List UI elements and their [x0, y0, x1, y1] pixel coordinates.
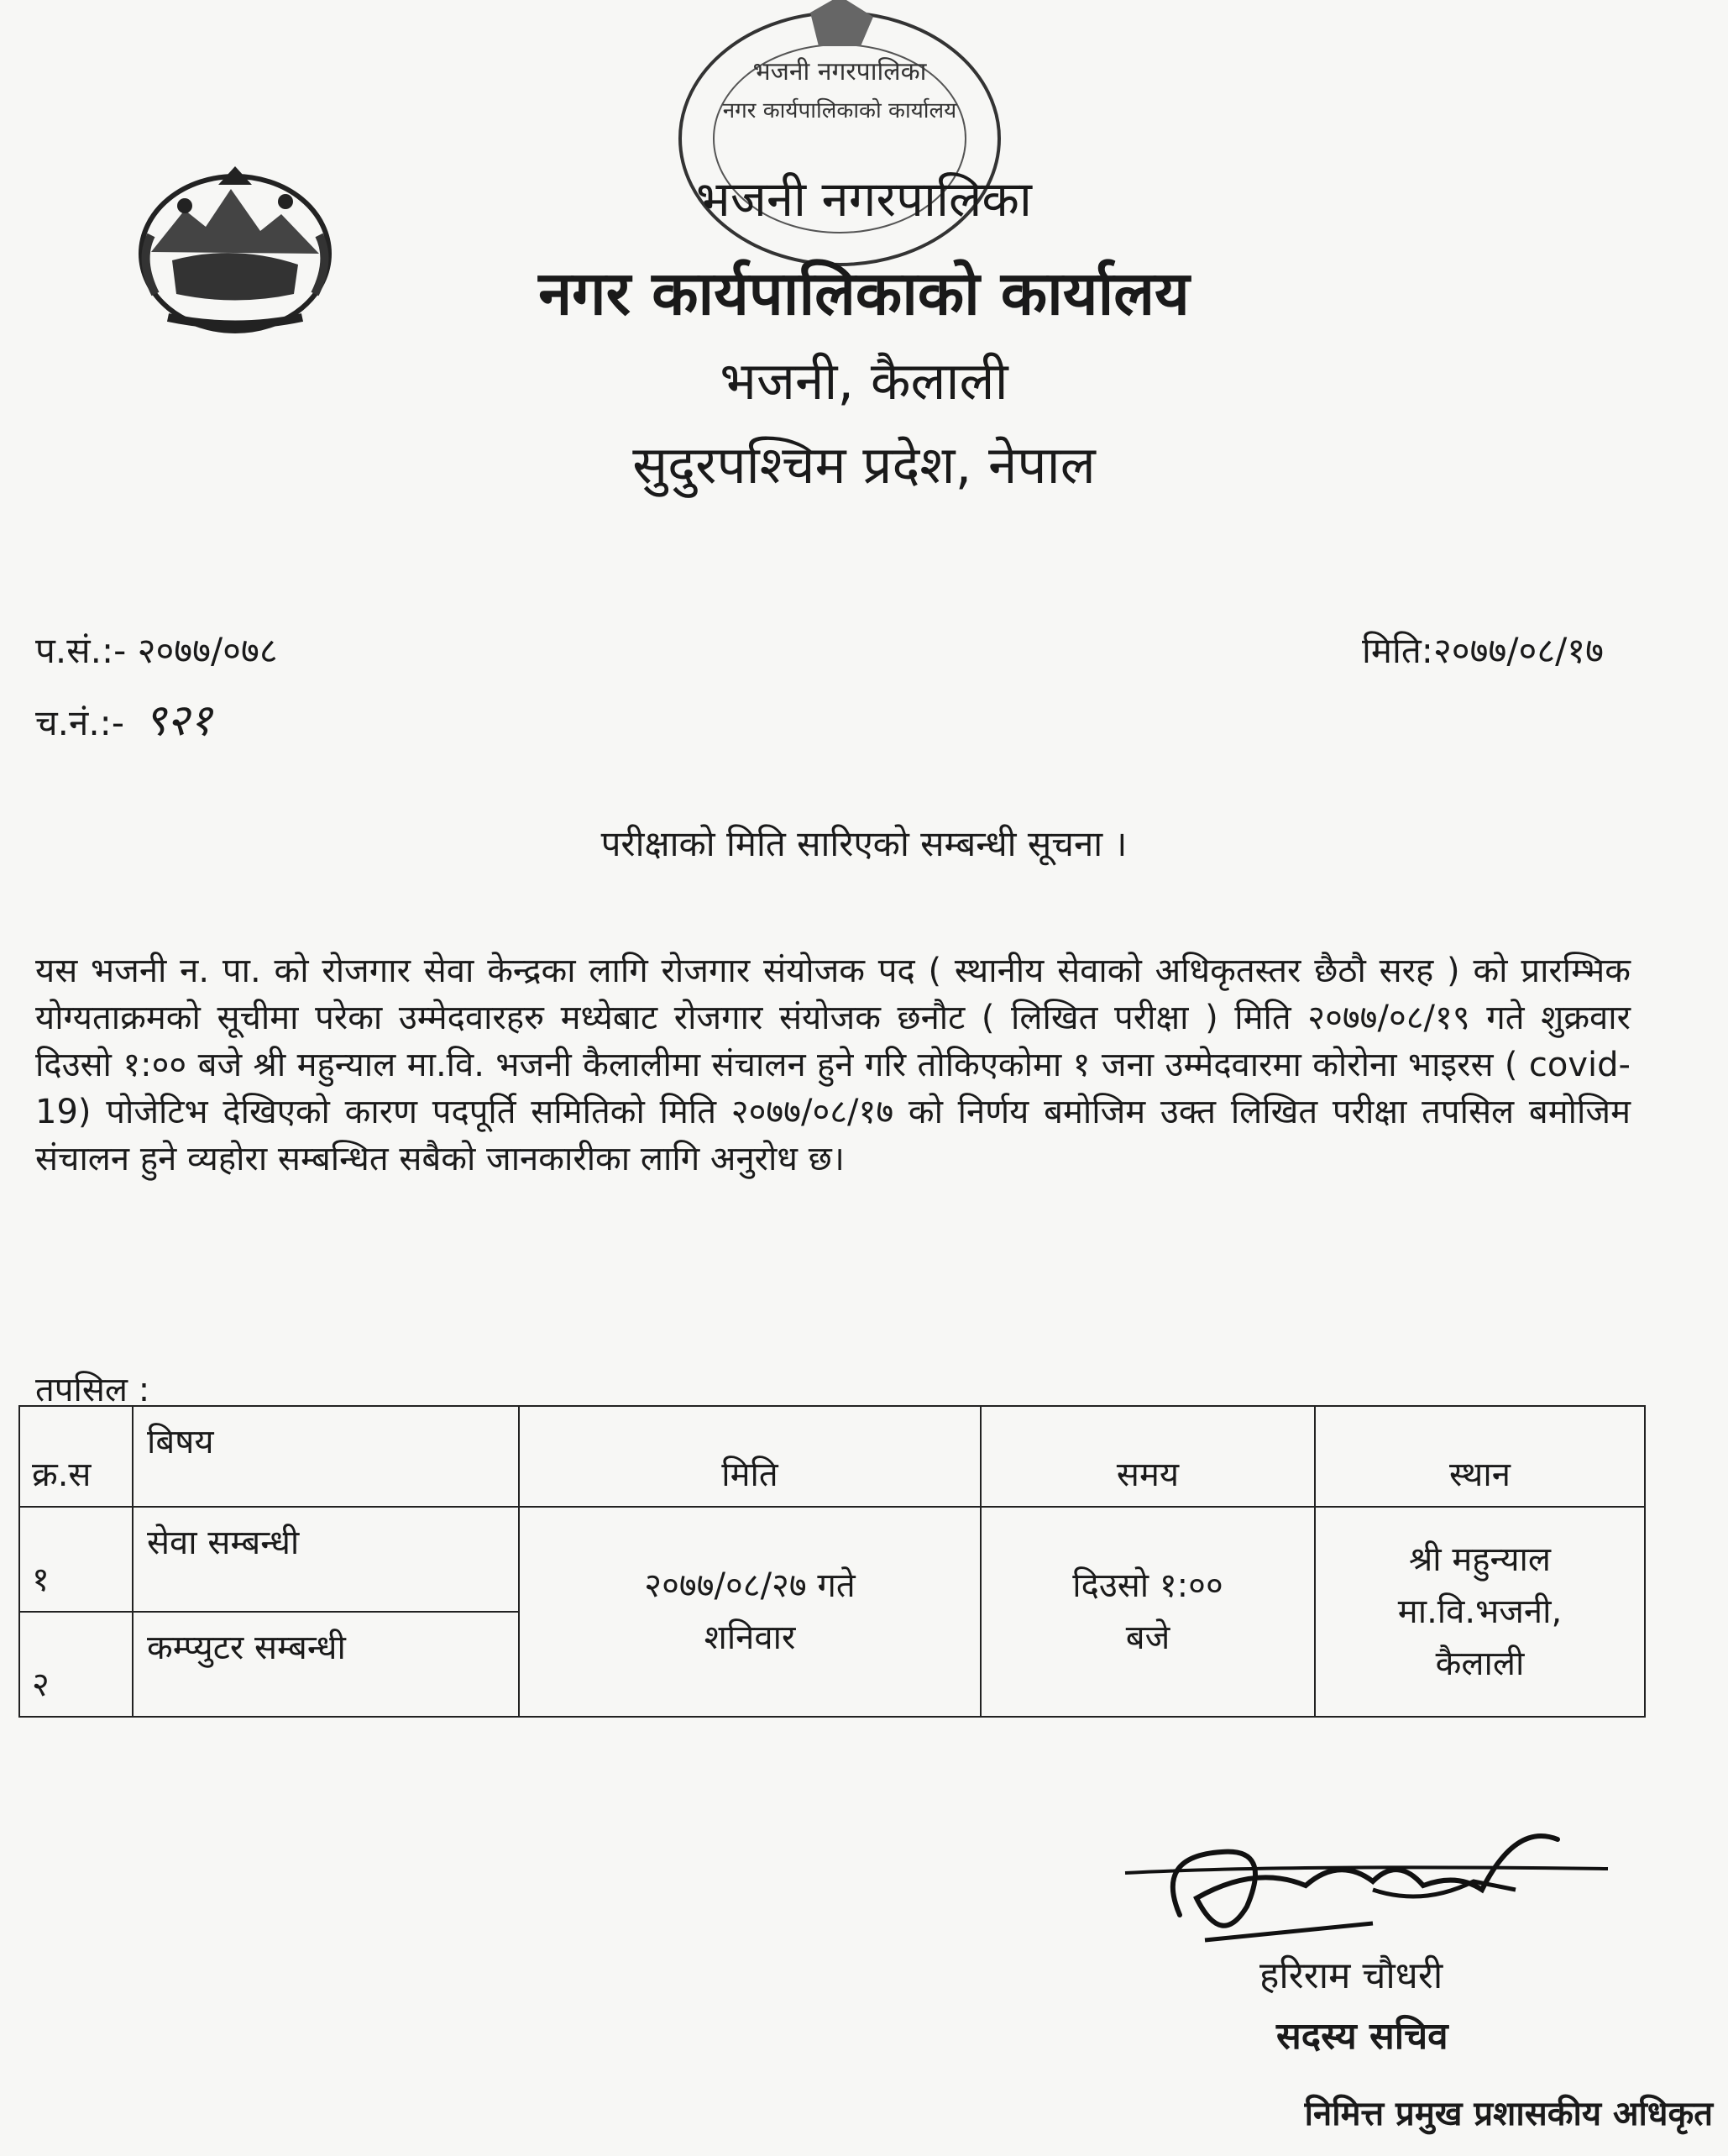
- exam-date-cell: [519, 1507, 981, 1717]
- exam-place-1: श्री महुन्याल: [1408, 1540, 1552, 1579]
- signatory-office: निमित्त प्रमुख प्रशासकीय अधिकृत: [1304, 2095, 1713, 2133]
- patra-sankhya: [35, 626, 278, 674]
- stamp-text-1: भजनी नगरपालिका: [752, 57, 927, 87]
- office-province: सुदुरपश्चिम प्रदेश, नेपाल: [632, 434, 1096, 496]
- exam-time-suffix: बजे: [1125, 1618, 1170, 1657]
- municipality-name: भजनी नगरपालिका: [696, 170, 1032, 228]
- office-location: भजनी, कैलाली: [720, 350, 1008, 412]
- signatory-title: सदस्य सचिव: [1276, 2015, 1448, 2058]
- row-sn: १: [19, 1507, 133, 1612]
- exam-day: शनिवार: [704, 1618, 796, 1657]
- table-row: [19, 1507, 1645, 1612]
- header-date: मिति: [519, 1406, 981, 1507]
- exam-date: २०७७/०८/२७ गते: [644, 1566, 856, 1605]
- table-header-row: [19, 1406, 1645, 1507]
- notice-subject: परीक्षाको मिति सारिएको सम्बन्धी सूचना ।: [600, 823, 1128, 864]
- chalani-label: च.नं.:-: [35, 702, 124, 743]
- exam-time-cell: [981, 1507, 1315, 1717]
- header-place: स्थान: [1315, 1406, 1645, 1507]
- row-sn: २: [19, 1612, 133, 1717]
- header-sn: क्र.स: [19, 1406, 133, 1507]
- notice-body: यस भजनी न. पा. को रोजगार सेवा केन्द्रका लागि रोजगार संयोजक पद ( स्थानीय सेवाको अधिकृतस्तर छैठौ सरह ) को प्रारम्भिक योग्यताक्रमको सूचीमा परेका उम्मेदवारहरु मध्येबाट रोजगार संयोजक छनौट ( लिखित परीक्षा ) मिति २०७७/०८/१९ गते शुक्रवार दिउसो १:०० बजे श्री महुन्याल मा.वि. भजनी कैलालीमा संचालन हुने गरि तोकिएकोमा १ जना उम्मेदवारमा कोरोना भाइरस ( covid-19) पोजेटिभ देखिएको कारण पदपूर्ति समितिको मिति २०७७/०८/१७ को निर्णय बमोजिम उक्त लिखित परीक्षा तपसिल बमोजिम संचालन हुने व्यहोरा सम्बन्धित सबैको जानकारीका लागि अनुरोध छ।: [35, 952, 1631, 1178]
- exam-place-2: मा.वि.भजनी,: [1397, 1592, 1563, 1631]
- date-label: मिति:: [1362, 630, 1433, 671]
- office-stamp-icon: [668, 0, 1012, 277]
- signatory-name: हरिराम चौधरी: [1259, 1954, 1443, 1997]
- date-value: २०७७/०८/१७: [1432, 630, 1604, 671]
- exam-place-cell: [1315, 1507, 1645, 1717]
- chalani-value: ९२१: [144, 695, 212, 746]
- header-time: समय: [981, 1406, 1315, 1507]
- patra-label: प.सं.:-: [35, 630, 127, 671]
- exam-time: दिउसो १:००: [1072, 1566, 1223, 1605]
- office-name: नगर कार्यपालिकाको कार्यालय: [538, 258, 1190, 328]
- schedule-label: तपसिल :: [35, 1371, 150, 1409]
- row-subject: सेवा सम्बन्धी: [133, 1507, 519, 1612]
- exam-place-3: कैलाली: [1435, 1645, 1525, 1683]
- patra-value: २०७७/०७८: [137, 630, 278, 671]
- notice-date: [1362, 626, 1604, 674]
- chalani-number: [35, 689, 212, 748]
- stamp-text-2: नगर कार्यपालिकाको कार्यालय: [722, 98, 957, 123]
- row-subject: कम्प्युटर सम्बन्धी: [133, 1612, 519, 1717]
- schedule-table: [18, 1405, 1646, 1718]
- header-subject: बिषय: [133, 1406, 519, 1507]
